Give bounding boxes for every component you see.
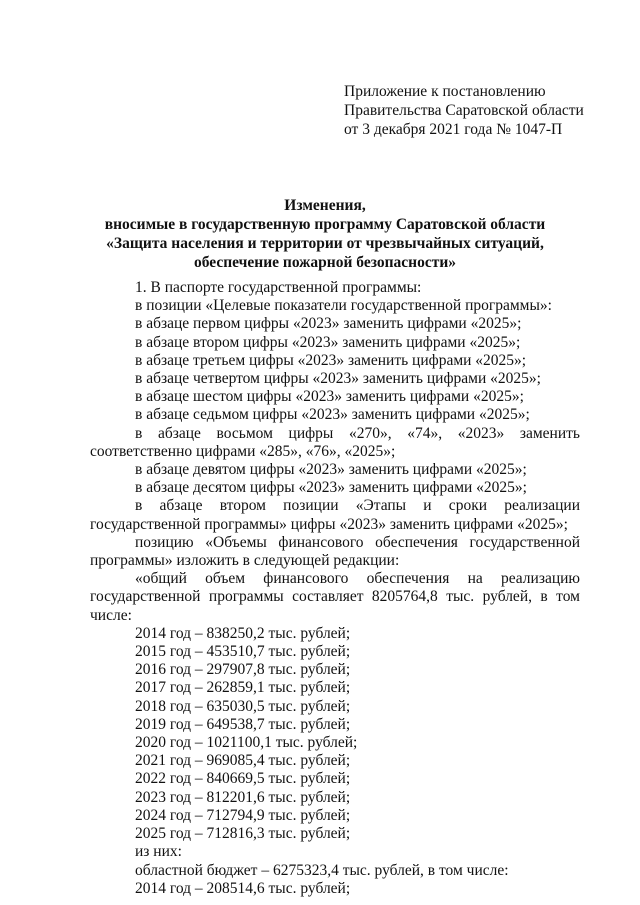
year-line: 2019 год – 649538,7 тыс. рублей;	[135, 715, 351, 733]
year-line: 2014 год – 208514,6 тыс. рублей;	[135, 879, 351, 897]
title-line: «Защита населения и территории от чрезвычайных ситуаций,	[106, 235, 544, 252]
year-line: 2023 год – 812201,6 тыс. рублей;	[135, 788, 351, 806]
paragraph: в позиции «Целевые показатели государственной программы»:	[135, 297, 552, 315]
paragraph: в абзаце девятом цифры «2023» заменить цифрами «2025»;	[135, 461, 527, 479]
year-line: 2014 год – 838250,2 тыс. рублей;	[135, 624, 351, 642]
approval-note	[344, 82, 604, 139]
document-body	[90, 279, 580, 898]
paragraph: в абзаце седьмом цифры «2023» заменить цифрами «2025»;	[135, 406, 530, 424]
paragraph: в абзаце четвертом цифры «2023» заменить цифрами «2025»;	[135, 370, 541, 388]
paragraph: в абзаце третьем цифры «2023» заменить цифрами «2025»;	[135, 351, 527, 369]
title-line: вносимые в государственную программу Саратовской области	[104, 216, 546, 233]
year-line: 2015 год – 453510,7 тыс. рублей;	[135, 643, 351, 661]
year-line: 2025 год – 712816,3 тыс. рублей;	[135, 825, 351, 843]
paragraph: в абзаце первом цифры «2023» заменить цифрами «2025»;	[135, 315, 522, 333]
paragraph: «общий объем финансового обеспечения на реализацию государственной программы составляет 8205764,8 тыс. рублей, в том числе:	[90, 570, 580, 624]
year-line: 2021 год – 969085,4 тыс. рублей;	[135, 752, 351, 770]
paragraph: в абзаце восьмом цифры «270», «74», «2023» заменить соответственно цифрами «285», «76», «2025»;	[90, 424, 580, 460]
paragraph: областной бюджет – 6275323,4 тыс. рублей, в том числе:	[135, 861, 509, 879]
approval-line: Приложение к постановлению	[344, 83, 546, 100]
year-line: 2024 год – 712794,9 тыс. рублей;	[135, 806, 351, 824]
year-line: 2020 год – 1021100,1 тыс. рублей;	[135, 734, 358, 752]
paragraph: 1. В паспорте государственной программы:	[135, 279, 422, 296]
paragraph: в абзаце шестом цифры «2023» заменить цифрами «2025»;	[135, 388, 524, 406]
paragraph: в абзаце втором цифры «2023» заменить цифрами «2025»;	[135, 333, 521, 351]
approval-line: от 3 декабря 2021 года № 1047-П	[344, 121, 563, 138]
title-line: Изменения,	[284, 197, 366, 214]
approval-line: Правительства Саратовской области	[344, 102, 584, 119]
document-title	[90, 196, 560, 272]
paragraph: позицию «Объемы финансового обеспечения государственной программы» изложить в следующей редакции:	[90, 533, 580, 570]
year-line: 2017 год – 262859,1 тыс. рублей;	[135, 679, 351, 697]
paragraph: в абзаце десятом цифры «2023» заменить цифрами «2025»;	[135, 479, 527, 497]
paragraph: из них:	[135, 843, 182, 861]
year-line: 2018 год – 635030,5 тыс. рублей;	[135, 697, 351, 715]
year-line: 2016 год – 297907,8 тыс. рублей;	[135, 661, 351, 679]
year-line: 2022 год – 840669,5 тыс. рублей;	[135, 770, 351, 788]
title-line: обеспечение пожарной безопасности»	[193, 254, 457, 271]
paragraph: в абзаце втором позиции «Этапы и сроки реализации государственной программы» цифры «2023» заменить цифрами «2025»;	[90, 497, 580, 533]
